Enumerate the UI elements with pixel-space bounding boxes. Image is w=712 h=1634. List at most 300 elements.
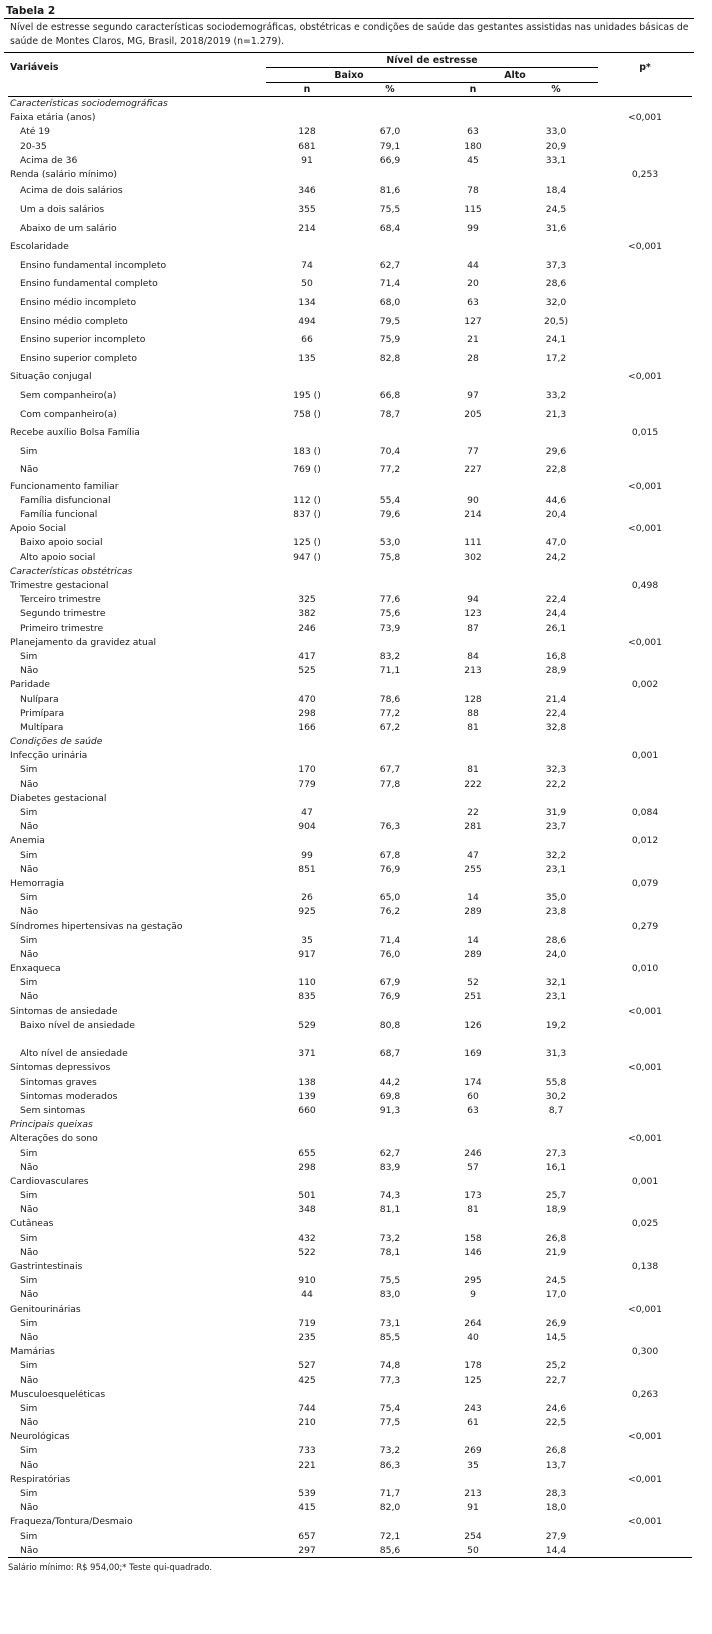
header-high-n: n (432, 83, 514, 97)
p-value-cell: 0,010 (631, 963, 659, 975)
p-value-cell (598, 1401, 692, 1415)
low-pct-cell: 79,6 (379, 509, 401, 521)
high-pct-cell: 24,4 (545, 608, 567, 620)
category-label: Primípara (20, 707, 65, 719)
high-n-cell: 111 (464, 537, 482, 549)
low-pct-cell: 77,2 (379, 707, 401, 719)
category-row (8, 493, 692, 507)
low-n-cell (266, 876, 348, 890)
section-row (8, 97, 692, 111)
high-pct-cell: 14,4 (514, 1543, 598, 1557)
p-value-cell (598, 1529, 692, 1543)
p-value-cell (598, 1018, 692, 1032)
low-n-cell: 125 () (293, 537, 321, 549)
category-label: Não (20, 464, 39, 476)
low-n-cell: 539 (298, 1488, 316, 1500)
category-label: Ensino fundamental completo (20, 278, 158, 290)
high-pct-cell (514, 1132, 598, 1146)
high-n-cell (432, 1387, 514, 1401)
high-pct-cell: 32,8 (545, 721, 567, 733)
low-n-cell: 719 (298, 1317, 316, 1329)
category-row (8, 692, 692, 706)
low-pct-cell: 75,5 (379, 204, 401, 216)
high-pct-cell: 47,0 (545, 537, 567, 549)
high-n-cell (432, 919, 514, 933)
high-pct-cell: 32,1 (545, 977, 567, 989)
low-n-cell: 525 (298, 665, 316, 677)
high-n-cell: 254 (464, 1530, 482, 1542)
low-n-cell: 26 (301, 892, 313, 904)
p-value-cell: 0,300 (631, 1346, 659, 1358)
high-pct-cell: 18,9 (545, 1204, 567, 1216)
variable-label: Musculoesqueléticas (10, 1388, 106, 1400)
low-pct-cell: 78,6 (379, 693, 401, 705)
variable-row (8, 111, 692, 125)
low-pct-cell (348, 749, 432, 763)
p-value-cell (598, 621, 692, 635)
low-n-cell: 183 () (293, 445, 321, 457)
high-pct-cell: 32,2 (545, 849, 567, 861)
low-n-cell: 74 (301, 259, 313, 271)
low-n-cell: 522 (298, 1246, 316, 1258)
category-label: Primeiro trimestre (20, 622, 104, 634)
low-pct-cell (348, 522, 432, 536)
low-pct-cell: 85,5 (379, 1331, 401, 1343)
category-row (8, 1416, 692, 1430)
low-n-cell (266, 578, 348, 592)
category-label: Baixo nível de ansiedade (20, 1019, 135, 1031)
low-pct-cell: 73,2 (379, 1232, 401, 1244)
category-row (8, 1486, 692, 1500)
category-label: Não (20, 863, 39, 875)
category-label: Não (20, 1331, 39, 1343)
low-n-cell: 99 (301, 849, 313, 861)
category-label: Sim (20, 1402, 38, 1414)
p-value-cell (598, 905, 692, 919)
high-pct-cell: 31,6 (545, 222, 567, 234)
low-n-cell: 925 (298, 906, 316, 918)
high-pct-cell: 16,8 (545, 650, 567, 662)
p-value-cell (598, 990, 692, 1004)
high-pct-cell: 26,8 (545, 1445, 567, 1457)
high-n-cell (432, 578, 514, 592)
high-pct-cell (514, 1174, 598, 1188)
high-n-cell: 302 (464, 551, 482, 563)
category-row (8, 1359, 692, 1373)
high-n-cell: 81 (467, 1204, 479, 1216)
variable-label: Renda (salário mínimo) (10, 169, 117, 181)
high-n-cell: 45 (467, 154, 479, 166)
high-n-cell: 61 (467, 1417, 479, 1429)
high-n-cell (432, 1259, 514, 1273)
low-n-cell: 910 (298, 1275, 316, 1287)
p-value-cell (598, 1316, 692, 1330)
variable-row (8, 167, 692, 181)
p-value-cell (598, 386, 692, 405)
high-n-cell: 77 (467, 445, 479, 457)
low-pct-cell: 68,4 (379, 222, 401, 234)
variable-label: Neurológicas (10, 1431, 70, 1443)
category-label: Não (20, 1161, 39, 1173)
low-n-cell (266, 962, 348, 976)
low-pct-cell (348, 635, 432, 649)
high-pct-cell: 28,3 (545, 1488, 567, 1500)
low-n-cell: 851 (298, 863, 316, 875)
low-n-cell (266, 522, 348, 536)
high-pct-cell: 8,7 (548, 1104, 564, 1116)
low-pct-cell: 81,6 (379, 185, 401, 197)
p-value-cell (598, 442, 692, 461)
category-label: Sintomas graves (20, 1076, 97, 1088)
category-row (8, 1501, 692, 1515)
high-n-cell: 174 (464, 1076, 482, 1088)
high-pct-cell: 28,9 (545, 665, 567, 677)
category-row (8, 1189, 692, 1203)
p-value-cell (598, 1444, 692, 1458)
section-label: Características obstétricas (10, 565, 133, 577)
low-n-cell: 221 (298, 1459, 316, 1471)
category-row (8, 1103, 692, 1117)
category-row (8, 330, 692, 349)
p-value-cell: <0,001 (628, 1005, 663, 1017)
p-value-cell (598, 125, 692, 139)
high-n-cell (432, 1345, 514, 1359)
high-pct-cell: 25,7 (545, 1190, 567, 1202)
high-pct-cell: 16,1 (545, 1161, 567, 1173)
high-n-cell (432, 1061, 514, 1075)
low-pct-cell (348, 1302, 432, 1316)
table-label: Tabela 2 (6, 5, 56, 17)
low-n-cell (266, 749, 348, 763)
high-pct-cell (514, 791, 598, 805)
low-n-cell: 195 () (293, 389, 321, 401)
low-pct-cell: 71,7 (379, 1488, 401, 1500)
category-row (8, 706, 692, 720)
low-pct-cell: 79,5 (379, 315, 401, 327)
variable-label: Hemorragia (10, 877, 65, 889)
low-n-cell: 298 (298, 1161, 316, 1173)
low-pct-cell: 74,8 (379, 1360, 401, 1372)
high-n-cell: 63 (467, 126, 479, 138)
high-pct-cell (514, 876, 598, 890)
high-pct-cell (514, 111, 598, 125)
p-value-cell (598, 848, 692, 862)
low-n-cell: 904 (298, 821, 316, 833)
high-pct-cell: 23,7 (545, 821, 567, 833)
high-pct-cell: 22,8 (545, 464, 567, 476)
category-label: Com companheiro(a) (20, 408, 117, 420)
low-n-cell: 325 (298, 594, 316, 606)
low-n-cell: 425 (298, 1374, 316, 1386)
category-row (8, 536, 692, 550)
high-pct-cell: 19,2 (545, 1019, 567, 1031)
stress-table (8, 53, 692, 1558)
low-n-cell: 657 (298, 1530, 316, 1542)
p-value-cell: <0,001 (628, 241, 663, 253)
high-pct-cell: 21,4 (545, 693, 567, 705)
category-row (8, 275, 692, 294)
high-pct-cell: 33,1 (545, 154, 567, 166)
high-n-cell: 40 (467, 1331, 479, 1343)
category-row (8, 1075, 692, 1089)
p-value-cell (598, 1330, 692, 1344)
header-blank-p (598, 83, 692, 97)
variable-label: Cutâneas (10, 1218, 54, 1230)
low-pct-cell: 68,7 (379, 1048, 401, 1060)
low-n-cell: 769 () (293, 464, 321, 476)
low-pct-cell (348, 1217, 432, 1231)
high-n-cell (432, 1515, 514, 1529)
high-n-cell: 173 (464, 1190, 482, 1202)
high-pct-cell: 18,4 (545, 185, 567, 197)
category-label: Sim (20, 1275, 38, 1287)
high-n-cell: 123 (464, 608, 482, 620)
low-pct-cell: 70,4 (379, 445, 401, 457)
low-pct-cell: 71,4 (379, 934, 401, 946)
category-label: Não (20, 1289, 39, 1301)
variable-label: Infecção urinária (10, 750, 88, 762)
category-label: Não (20, 821, 39, 833)
p-value-cell (598, 692, 692, 706)
high-n-cell: 52 (467, 977, 479, 989)
high-pct-cell: 28,6 (545, 278, 567, 290)
category-row (8, 990, 692, 1004)
high-pct-cell (514, 1061, 598, 1075)
category-row (8, 182, 692, 201)
high-n-cell: 84 (467, 650, 479, 662)
category-label: Sim (20, 977, 38, 989)
header-low-pct: % (348, 83, 432, 97)
p-value-cell (598, 933, 692, 947)
high-pct-cell (514, 1515, 598, 1529)
high-pct-cell: 20,4 (545, 509, 567, 521)
category-row (8, 1458, 692, 1472)
high-n-cell: 127 (464, 315, 482, 327)
high-n-cell: 126 (464, 1019, 482, 1031)
category-row (8, 1543, 692, 1557)
category-row (8, 947, 692, 961)
high-pct-cell (514, 1472, 598, 1486)
variable-label: Diabetes gestacional (10, 792, 107, 804)
variable-label: Sintomas depressivos (10, 1062, 111, 1074)
low-n-cell: 47 (301, 807, 313, 819)
high-n-cell: 289 (464, 948, 482, 960)
p-value-cell (598, 1373, 692, 1387)
category-row (8, 1089, 692, 1103)
category-label: Sim (20, 1232, 38, 1244)
low-pct-cell: 55,4 (379, 494, 401, 506)
low-n-cell (266, 237, 348, 256)
low-n-cell (266, 167, 348, 181)
section-row (8, 1118, 692, 1132)
low-pct-cell: 78,7 (379, 408, 401, 420)
variable-label: Trimestre gestacional (10, 580, 109, 592)
low-pct-cell: 76,3 (379, 821, 401, 833)
low-n-cell: 214 (298, 222, 316, 234)
low-pct-cell: 79,1 (379, 140, 401, 152)
low-n-cell: 138 (298, 1076, 316, 1088)
category-label: Até 19 (20, 126, 50, 138)
high-n-cell (432, 237, 514, 256)
variable-label: Funcionamento familiar (10, 480, 119, 492)
category-row (8, 1018, 692, 1032)
category-row (8, 976, 692, 990)
high-n-cell: 44 (467, 259, 479, 271)
variable-row (8, 749, 692, 763)
low-n-cell: 91 (301, 154, 313, 166)
high-n-cell: 60 (467, 1090, 479, 1102)
category-row (8, 1274, 692, 1288)
high-n-cell (432, 111, 514, 125)
high-n-cell (432, 635, 514, 649)
p-value-cell (598, 349, 692, 368)
high-pct-cell: 14,5 (545, 1331, 567, 1343)
p-value-cell: 0,002 (631, 679, 659, 691)
low-n-cell: 494 (298, 315, 316, 327)
p-value-cell (598, 1416, 692, 1430)
high-pct-cell: 20,9 (545, 140, 567, 152)
low-n-cell: 837 () (293, 509, 321, 521)
variable-row (8, 1472, 692, 1486)
category-label: Ensino médio incompleto (20, 296, 137, 308)
category-label: Sem companheiro(a) (20, 389, 117, 401)
category-label: Acima de 36 (20, 154, 78, 166)
low-n-cell: 744 (298, 1402, 316, 1414)
low-n-cell: 501 (298, 1190, 316, 1202)
high-pct-cell (514, 919, 598, 933)
high-n-cell: 88 (467, 707, 479, 719)
p-value-cell (598, 1146, 692, 1160)
high-n-cell (432, 1004, 514, 1018)
p-value-cell (598, 493, 692, 507)
high-n-cell: 97 (467, 389, 479, 401)
low-n-cell: 298 (298, 707, 316, 719)
p-value-cell (598, 1543, 692, 1557)
high-pct-cell: 22,5 (545, 1417, 567, 1429)
high-pct-cell: 26,8 (545, 1232, 567, 1244)
category-label: Não (20, 948, 39, 960)
category-row (8, 1529, 692, 1543)
high-n-cell: 57 (467, 1161, 479, 1173)
category-row (8, 508, 692, 522)
p-value-cell (598, 649, 692, 663)
category-row (8, 312, 692, 331)
category-row (8, 200, 692, 219)
low-pct-cell: 74,3 (379, 1190, 401, 1202)
low-n-cell: 348 (298, 1204, 316, 1216)
category-label: Não (20, 1459, 39, 1471)
high-n-cell: 22 (467, 807, 479, 819)
category-row (8, 405, 692, 424)
p-value-cell: 0,498 (631, 580, 659, 592)
p-value-cell: 0,001 (631, 750, 659, 762)
high-n-cell: 91 (467, 1502, 479, 1514)
low-n-cell: 655 (298, 1147, 316, 1159)
low-n-cell (266, 1515, 348, 1529)
category-label: Sim (20, 650, 38, 662)
high-pct-cell: 31,3 (545, 1048, 567, 1060)
variable-row (8, 368, 692, 387)
variable-label: Planejamento da gravidez atual (10, 636, 157, 648)
variable-row (8, 1345, 692, 1359)
low-n-cell: 210 (298, 1417, 316, 1429)
header-p-value: p* (639, 62, 651, 74)
high-n-cell (432, 368, 514, 387)
category-label: Sim (20, 764, 38, 776)
low-n-cell (266, 1004, 348, 1018)
variable-row (8, 962, 692, 976)
low-n-cell: 297 (266, 1543, 348, 1557)
high-pct-cell: 23,1 (545, 863, 567, 875)
high-n-cell: 213 (464, 1488, 482, 1500)
p-value-cell (598, 550, 692, 564)
variable-label: Faixa etária (anos) (10, 112, 96, 124)
p-value-cell: <0,001 (628, 112, 663, 124)
header-high: Alto (432, 68, 598, 83)
high-n-cell (432, 1132, 514, 1146)
category-row (8, 1203, 692, 1217)
category-row (8, 349, 692, 368)
low-pct-cell (348, 834, 432, 848)
low-pct-cell (348, 479, 432, 493)
p-value-cell (598, 1231, 692, 1245)
high-pct-cell: 18,0 (545, 1502, 567, 1514)
low-pct-cell (348, 1061, 432, 1075)
category-label: Não (20, 991, 39, 1003)
low-n-cell: 382 (298, 608, 316, 620)
category-row (8, 1047, 692, 1061)
category-label: Não (20, 906, 39, 918)
low-pct-cell (348, 1345, 432, 1359)
low-n-cell: 128 (298, 126, 316, 138)
variable-row (8, 423, 692, 442)
high-pct-cell: 32,3 (545, 764, 567, 776)
low-pct-cell: 73,9 (379, 622, 401, 634)
variable-row (8, 1004, 692, 1018)
low-pct-cell: 86,3 (379, 1459, 401, 1471)
high-pct-cell: 23,1 (545, 991, 567, 1003)
high-pct-cell: 27,3 (545, 1147, 567, 1159)
low-n-cell (266, 1430, 348, 1444)
p-value-cell (598, 182, 692, 201)
header-low-n: n (266, 83, 348, 97)
low-pct-cell: 77,5 (379, 1417, 401, 1429)
low-n-cell: 415 (298, 1502, 316, 1514)
high-n-cell: 14 (467, 892, 479, 904)
p-value-cell (598, 862, 692, 876)
category-row (8, 593, 692, 607)
low-pct-cell: 66,9 (379, 154, 401, 166)
high-pct-cell: 22,2 (545, 778, 567, 790)
high-pct-cell (514, 479, 598, 493)
category-row (8, 720, 692, 734)
category-row (8, 1316, 692, 1330)
high-pct-cell: 22,4 (545, 707, 567, 719)
variable-row (8, 919, 692, 933)
high-n-cell: 81 (467, 764, 479, 776)
high-pct-cell (514, 749, 598, 763)
variable-label: Respiratórias (10, 1473, 71, 1485)
p-value-cell (598, 536, 692, 550)
high-n-cell (432, 1217, 514, 1231)
p-value-cell (598, 820, 692, 834)
category-label: Não (20, 1502, 39, 1514)
section-label: Condições de saúde (10, 736, 103, 748)
category-label: Não (20, 1204, 39, 1216)
p-value-cell (598, 1047, 692, 1061)
low-n-cell: 835 (298, 991, 316, 1003)
variable-row (8, 578, 692, 592)
